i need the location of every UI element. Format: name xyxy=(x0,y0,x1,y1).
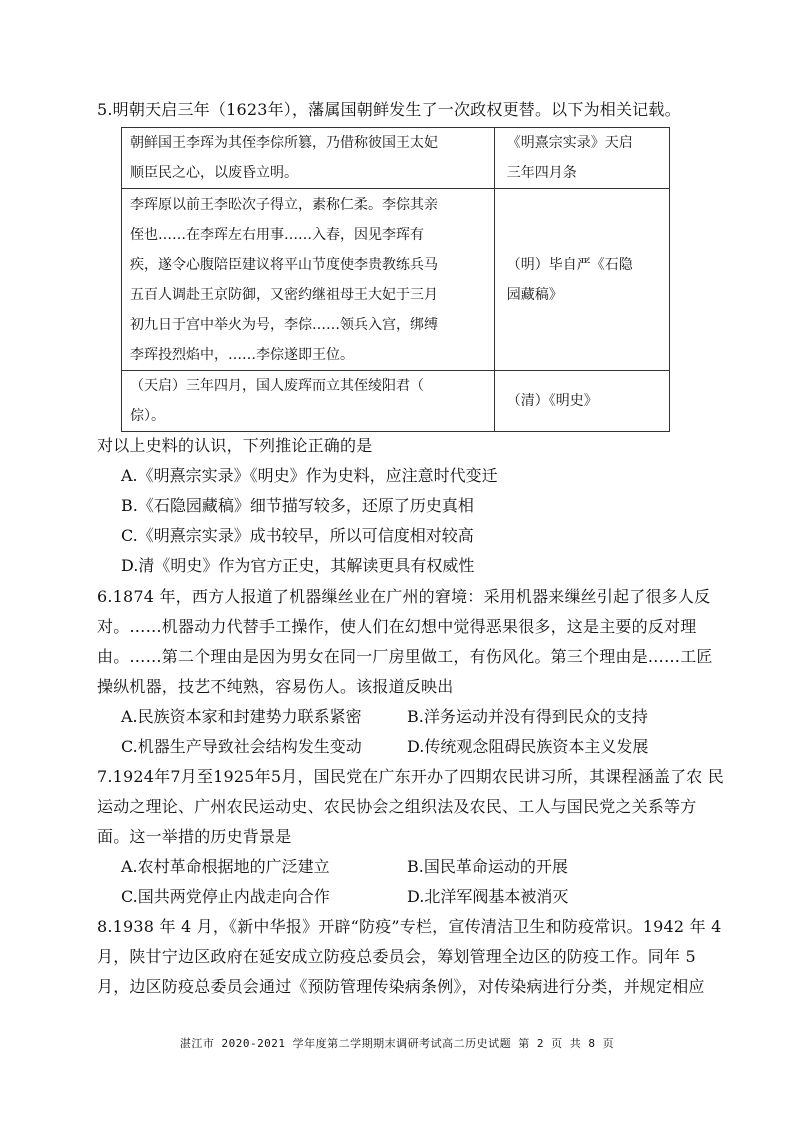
q8-line: 月，边区防疫总委员会通过《预防管理传染病条例》，对传染病进行分类，并规定相应 xyxy=(97,977,705,996)
q7-option-c[interactable]: C.国共两党停止内战走向合作 xyxy=(121,887,330,906)
table-cell-source: 《明熹宗实录》天启 三年四月条 xyxy=(494,128,669,189)
table-cell-source: （清）《明史》 xyxy=(494,371,669,432)
q5-option-a[interactable]: A.《明熹宗实录》《明史》作为史料，应注意时代变迁 xyxy=(121,466,498,485)
q7-line: 面。这一举措的历史背景是 xyxy=(97,827,292,846)
q8-line: 月，陕甘宁边区政府在延安成立防疫总委员会，筹划管理全边区的防疫工作。同年 5 xyxy=(97,947,696,966)
q7-option-b[interactable]: B.国民革命运动的开展 xyxy=(407,857,568,876)
q7-line: 运动之理论、广州农民运动史、农民协会之组织法及农民、工人与国民党之关系等方 xyxy=(97,797,697,816)
q6-line: 由。……第二个理由是因为男女在同一厂房里做工，有伤风化。第三个理由是……工匠 xyxy=(97,647,713,666)
q5-source-table xyxy=(121,127,670,432)
q8-line: 8.1938 年 4 月，《新中华报》开辟“防疫”专栏，宣传清洁卫生和防疫常识。1942 年 4 xyxy=(97,917,722,936)
q6-line: 操纵机器，技艺不纯熟，容易伤人。该报道反映出 xyxy=(97,677,454,696)
q7-option-d[interactable]: D.北洋军阀基本被消灭 xyxy=(407,887,569,906)
q6-option-c[interactable]: C.机器生产导致社会结构发生变动 xyxy=(121,737,362,756)
page-footer: 湛江市 2020-2021 学年度第二学期期末调研考试高二历史试题 第 2 页 共 8 页 xyxy=(179,1037,615,1050)
q6-line: 6.1874 年，西方人报道了机器缫丝业在广州的窘境：采用机器来缫丝引起了很多人反 xyxy=(97,587,711,606)
table-cell-source: （明）毕自严《石隐 园藏稿》 xyxy=(494,189,669,371)
q6-option-d[interactable]: D.传统观念阻碍民族资本主义发展 xyxy=(407,737,649,756)
q5-option-b[interactable]: B.《石隐园藏稿》细节描写较多，还原了历史真相 xyxy=(121,496,474,515)
table-cell-text: 李珲原以前王李昖次子得立，素称仁柔。李倧其亲 侄也……在李珲左右用事……入春，因见李珲有 疾，遂令心腹陪臣建议将平山节度使李贵教练兵马 五百人调赴王京防御，又密约继祖母王大妃于三月 初九日于宫中举火为号，李倧……领兵入宫，绑缚 李珲投烈焰中，……李倧遂即王位。 xyxy=(122,189,495,371)
q6-option-b[interactable]: B.洋务运动并没有得到民众的支持 xyxy=(407,707,648,726)
table-cell-text: （天启）三年四月，国人废珲而立其侄绫阳君（ 倧）。 xyxy=(122,371,495,432)
q6-option-a[interactable]: A.民族资本家和封建势力联系紧密 xyxy=(121,707,362,726)
q7-option-a[interactable]: A.农村革命根据地的广泛建立 xyxy=(121,857,330,876)
q5-option-d[interactable]: D.清《明史》作为官方正史，其解读更具有权威性 xyxy=(121,556,475,575)
q7-line: 7.1924年7月至1925年5月，国民党在广东开办了四期农民讲习所，其课程涵盖了农 民 xyxy=(97,767,724,786)
q6-line: 对。……机器动力代替手工操作，使人们在幻想中觉得恶果很多，这是主要的反对理 xyxy=(97,617,697,636)
q5-stem: 5.明朝天启三年（1623年），藩属国朝鲜发生了一次政权更替。以下为相关记载。 xyxy=(97,100,681,119)
q5-prompt: 对以上史料的认识，下列推论正确的是 xyxy=(97,436,373,455)
q5-option-c[interactable]: C.《明熹宗实录》成书较早，所以可信度相对较高 xyxy=(121,526,474,545)
table-cell-text: 朝鲜国王李珲为其侄李倧所篡，乃借称彼国王太妃 顺臣民之心，以废昏立明。 xyxy=(122,128,495,189)
